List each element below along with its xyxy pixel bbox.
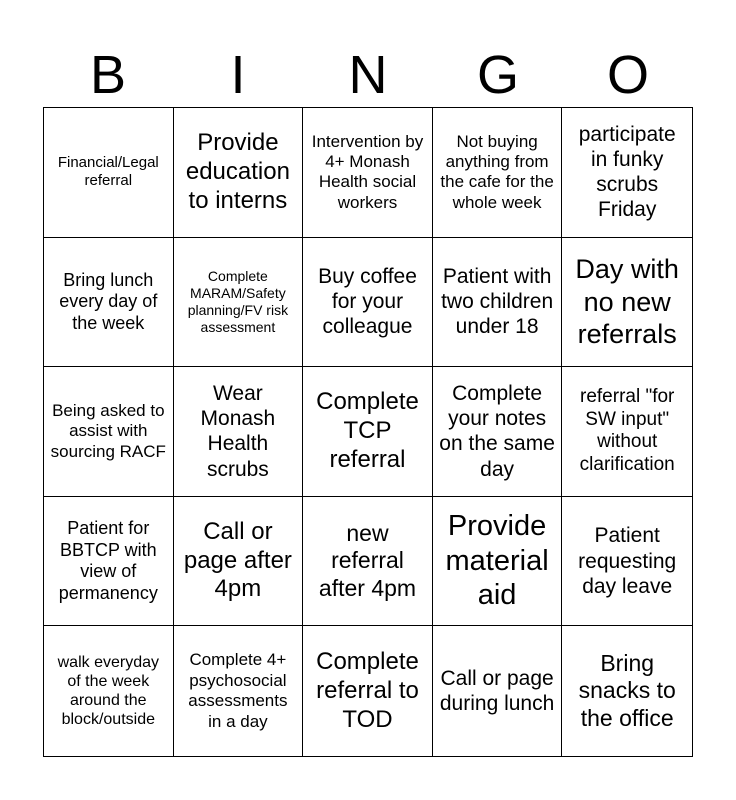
bingo-cell-text: Patient for BBTCP with view of permanency bbox=[58, 517, 158, 603]
bingo-cell[interactable] bbox=[562, 367, 692, 497]
bingo-cell[interactable] bbox=[562, 626, 692, 756]
bingo-cell-text: Provide material aid bbox=[445, 509, 549, 612]
bingo-cell-text: Complete TCP referral bbox=[316, 388, 419, 473]
bingo-cell-text: Call or page during lunch bbox=[439, 667, 555, 716]
bingo-cell[interactable] bbox=[174, 626, 304, 756]
bingo-cell-text: Buy coffee for your colleague bbox=[318, 265, 417, 339]
bingo-cell[interactable] bbox=[562, 108, 692, 238]
bingo-cell[interactable] bbox=[562, 497, 692, 627]
bingo-cell-text: Not buying anything from the cafe for the whole week bbox=[440, 131, 554, 212]
header-letter-g: G bbox=[476, 45, 519, 105]
bingo-cell-text: Complete MARAM/Safety planning/FV risk assessment bbox=[187, 268, 289, 335]
bingo-cell-text: Patient with two children under 18 bbox=[441, 265, 554, 339]
bingo-cell[interactable] bbox=[44, 497, 174, 627]
bingo-cell-text: Day with no new referrals bbox=[575, 254, 679, 350]
header-letter-o: O bbox=[606, 45, 649, 105]
bingo-cell[interactable] bbox=[433, 497, 563, 627]
bingo-cell-text: Call or page after 4pm bbox=[183, 517, 292, 603]
bingo-cell[interactable] bbox=[44, 238, 174, 368]
bingo-cell[interactable] bbox=[44, 367, 174, 497]
bingo-cell[interactable] bbox=[174, 108, 304, 238]
bingo-cell[interactable] bbox=[174, 497, 304, 627]
bingo-cell-text: Complete referral to TOD bbox=[316, 648, 419, 733]
header-letter-n: N bbox=[348, 45, 388, 105]
bingo-cell-text: walk everyday of the week around the block/outside bbox=[57, 653, 159, 729]
bingo-cell[interactable] bbox=[44, 108, 174, 238]
bingo-cell[interactable] bbox=[44, 626, 174, 756]
bingo-card-grid bbox=[43, 107, 693, 757]
bingo-cell[interactable] bbox=[433, 108, 563, 238]
bingo-cell-text: Bring lunch every day of the week bbox=[59, 269, 158, 333]
bingo-cell-text: Complete your notes on the same day bbox=[439, 382, 555, 481]
bingo-cell-text: Provide education to interns bbox=[185, 129, 290, 214]
bingo-cell[interactable] bbox=[562, 238, 692, 368]
bingo-cell-text: participate in funky scrubs Friday bbox=[578, 122, 676, 222]
bingo-cell[interactable] bbox=[433, 238, 563, 368]
bingo-cell-text: referral "for SW input" without clarification bbox=[579, 385, 675, 476]
bingo-cell[interactable] bbox=[174, 238, 304, 368]
bingo-cell-text: new referral after 4pm bbox=[318, 519, 417, 601]
header-letter-i: I bbox=[230, 45, 246, 105]
bingo-cell-text: Complete 4+ psychosocial assessments in a day bbox=[188, 650, 288, 731]
bingo-cell-text: Bring snacks to the office bbox=[578, 649, 676, 731]
bingo-cell-text: Financial/Legal referral bbox=[57, 154, 159, 190]
bingo-cell-text: Intervention by 4+ Monash Health social workers bbox=[311, 131, 424, 212]
bingo-cell[interactable] bbox=[433, 367, 563, 497]
bingo-cell[interactable] bbox=[174, 367, 304, 497]
bingo-cell[interactable] bbox=[303, 108, 433, 238]
header-letter-b: B bbox=[89, 45, 127, 105]
bingo-header bbox=[43, 44, 693, 106]
bingo-cell-text: Patient requesting day leave bbox=[578, 524, 677, 598]
bingo-cell-text: Being asked to assist with sourcing RACF bbox=[50, 400, 166, 461]
bingo-cell[interactable] bbox=[303, 497, 433, 627]
bingo-cell-text: Wear Monash Health scrubs bbox=[200, 382, 276, 481]
bingo-cell[interactable] bbox=[303, 626, 433, 756]
bingo-cell[interactable] bbox=[303, 367, 433, 497]
bingo-cell[interactable] bbox=[433, 626, 563, 756]
bingo-cell[interactable] bbox=[303, 238, 433, 368]
